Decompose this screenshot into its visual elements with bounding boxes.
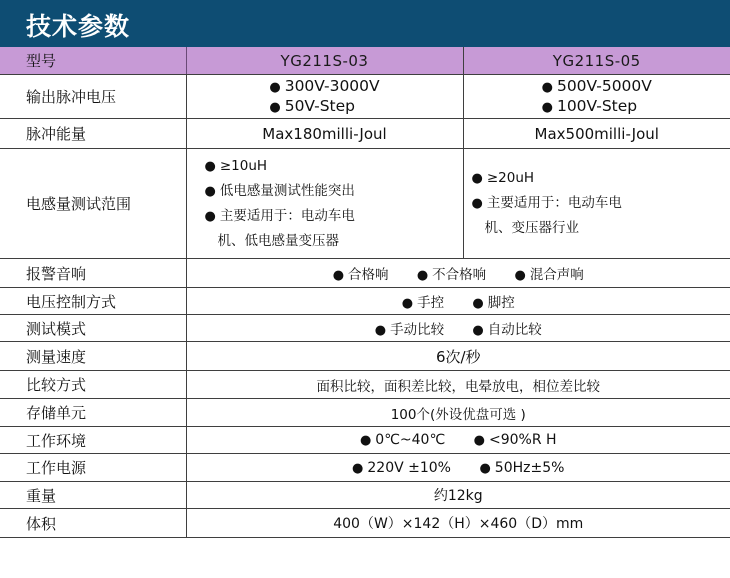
spec-table [0, 47, 730, 538]
voltage-control-values: ● 手控 ● 脚控 [186, 288, 730, 315]
row-label: 比较方式 [0, 371, 186, 399]
volume-value: 400（W）×142（H）×460（D）mm [186, 509, 730, 538]
row-label: 脉冲能量 [0, 119, 186, 149]
alarm-values: ● 合格响 ● 不合格响 ● 混合声响 [186, 259, 730, 288]
row-label: 工作环境 [0, 427, 186, 454]
page-title: 技术参数 [26, 12, 131, 41]
row-power [0, 454, 730, 482]
header-row [0, 47, 730, 75]
pulse-energy-a: Max180milli-Joul [186, 119, 463, 149]
header-label: 型号 [0, 47, 186, 75]
pulse-voltage-a: ● 300V-3000V ● 50V-Step [186, 75, 463, 119]
row-label: 电压控制方式 [0, 288, 186, 315]
row-label: 体积 [0, 509, 186, 538]
model-a: YG211S-03 [186, 47, 463, 75]
environment-values: ● 0℃~40℃ ● <90%R H [186, 427, 730, 454]
row-volume [0, 509, 730, 538]
row-pulse-voltage [0, 75, 730, 119]
test-mode-values: ● 手动比较 ● 自动比较 [186, 315, 730, 342]
row-inductance [0, 149, 730, 259]
inductance-b: ● ≥20uH ● 主要适用于：电动车电 机、变压器行业 [463, 149, 730, 259]
row-label: 电感量测试范围 [0, 149, 186, 259]
compare-value: 面积比较，面积差比较，电晕放电，相位差比较 [186, 371, 730, 399]
row-voltage-control [0, 288, 730, 315]
storage-value: 100个(外设优盘可选 ) [186, 399, 730, 427]
row-label: 存储单元 [0, 399, 186, 427]
row-pulse-energy [0, 119, 730, 149]
row-test-mode [0, 315, 730, 342]
row-label: 重量 [0, 482, 186, 509]
row-label: 输出脉冲电压 [0, 75, 186, 119]
inductance-a: ● ≥10uH ● 低电感量测试性能突出 ● 主要适用于：电动车电 机、低电感量变压器 [186, 149, 463, 259]
row-label: 测试模式 [0, 315, 186, 342]
pulse-voltage-b: ● 500V-5000V ● 100V-Step [463, 75, 730, 119]
title-bar [0, 0, 730, 47]
row-label: 测量速度 [0, 342, 186, 371]
speed-value: 6次/秒 [186, 342, 730, 371]
row-weight [0, 482, 730, 509]
row-label: 工作电源 [0, 454, 186, 482]
power-values: ● 220V ±10% ● 50Hz±5% [186, 454, 730, 482]
row-alarm [0, 259, 730, 288]
row-speed [0, 342, 730, 371]
row-environment [0, 427, 730, 454]
row-storage [0, 399, 730, 427]
model-b: YG211S-05 [463, 47, 730, 75]
row-label: 报警音响 [0, 259, 186, 288]
weight-value: 约12kg [186, 482, 730, 509]
pulse-energy-b: Max500milli-Joul [463, 119, 730, 149]
row-compare [0, 371, 730, 399]
